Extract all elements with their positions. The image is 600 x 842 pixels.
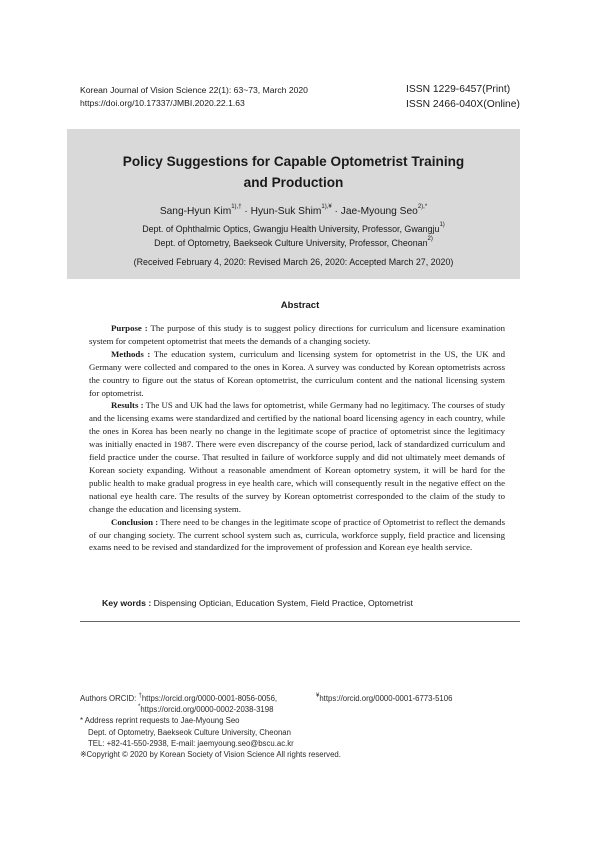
author-separator: · [241, 206, 251, 217]
received-dates: (Received February 4, 2020: Revised March 26, 2020: Accepted March 27, 2020) [133, 257, 454, 267]
affiliation-superscript: 2) [427, 236, 433, 242]
section-text: The purpose of this study is to suggest policy directions for curriculum and licensure examination system for competent optometrist that meets the demands of a changing society. [89, 323, 505, 346]
orcid-mark: * [138, 704, 141, 711]
affiliation-1 [67, 224, 520, 234]
divider [80, 621, 520, 622]
affiliation-text: Dept. of Optometry, Baekseok Culture University, Professor, Cheonan [154, 238, 428, 248]
abstract-purpose [89, 322, 505, 348]
affiliation-superscript: 1) [439, 222, 445, 228]
section-label: Conclusion : [111, 516, 159, 527]
correspondence-address: Dept. of Optometry, Baekseok Culture University, Cheonan [88, 727, 291, 737]
journal-citation: Korean Journal of Vision Science 22(1): 63~73, March 2020 [80, 85, 308, 95]
affiliation-text: Dept. of Ophthalmic Optics, Gwangju Health University, Professor, Gwangju [142, 224, 440, 234]
section-label: Results : [111, 400, 144, 411]
abstract-heading: Abstract [280, 300, 320, 311]
section-label: Methods : [111, 348, 151, 359]
abstract-body [89, 322, 505, 554]
author-name: Jae-Myoung Seo [340, 206, 418, 217]
journal-header [80, 84, 308, 110]
orcid-label: Authors ORCID: [80, 694, 139, 703]
keywords-text: Dispensing Optician, Education System, Field Practice, Optometrist [151, 598, 413, 608]
author-superscript: 1),¥ [321, 204, 332, 210]
orcid-link[interactable]: https://orcid.org/0000-0001-8056-0056, [141, 694, 278, 703]
title-line-1: Policy Suggestions for Capable Optometrist Training [122, 154, 465, 169]
orcid-second [316, 693, 452, 704]
correspondence-line: * Address reprint requests to Jae-Myoung Seo [80, 716, 240, 726]
section-text: The US and UK had the laws for optometrist, while Germany had no legitimacy. The courses of study and the licensing exams were standardized and certified by the national board licensing agency in each country, while the ones in Korea has been nearly no change in the legitimate scope of practice of optometrist since the legitimacy was initially enacted in 1987. There were even discrepancy of the course period, lack of standardized curriculum and field practice under the course. That resulted in failure of workforce supply and did not ultimately meet demands of Korean society expanding. Without a reasonable amendment of Korean optometry system, it will be hard for the public health to make gradual progress in eye health care, which will consequently result in the negative effect on the national eye health care. The results of the survey by Korean optometrist corresponded to the claim of the study to change the education and licensing system. [89, 400, 505, 514]
author-separator: · [331, 206, 341, 217]
doi-link[interactable]: https://doi.org/10.17337/JMBI.2020.22.1.63 [80, 98, 245, 108]
orcid-mark: † [138, 693, 142, 699]
section-label: Purpose : [111, 323, 148, 333]
orcid-link[interactable]: https://orcid.org/0000-0002-2038-3198 [140, 705, 274, 715]
issn-online: ISSN 2466-040X(Online) [406, 99, 520, 110]
abstract-conclusion [89, 516, 505, 555]
orcid-mark: ¥ [316, 693, 320, 699]
section-text: There need to be changes in the legitimate scope of practice of Optometrist to reflect the demands of our changing society. The current school system such as, curricula, workforce supply, field practice and licensing exams need to be revised and standardized for the improvement of profession and Korean eye health service. [89, 516, 506, 553]
abstract-methods [89, 348, 505, 400]
author-superscript: 1),† [231, 204, 242, 210]
issn-print: ISSN 1229-6457(Print) [406, 84, 511, 95]
affiliation-2 [67, 238, 520, 248]
paper-title [67, 151, 520, 193]
orcid-line [80, 693, 520, 704]
keywords-label: Key words : [102, 598, 152, 608]
keywords [102, 598, 413, 608]
abstract-results [89, 399, 505, 515]
author-list [67, 206, 520, 217]
orcid-line-2 [80, 704, 520, 715]
title-line-2: and Production [243, 175, 344, 190]
author-superscript: 2),* [417, 204, 428, 210]
author-name: Hyun-Suk Shim [250, 206, 322, 217]
copyright-notice: ※Copyright © 2020 by Korean Society of Vision Science All rights reserved. [80, 750, 341, 760]
section-text: The education system, curriculum and licensing system for optometrist in the US, the UK and Germany were collected and compared to the ones in Korea. A survey was conducted by Korean optometrists across the country to figure out the status of Korean optometrist, the curriculum content and the national licensing system for optometrist. [89, 348, 505, 398]
footnotes [80, 693, 520, 760]
correspondence-contact: TEL: +82-41-550-2938, E-mail: jaemyoung.seo@bscu.ac.kr [88, 738, 294, 748]
author-name: Sang-Hyun Kim [159, 206, 232, 217]
orcid-link[interactable]: https://orcid.org/0000-0001-6773-5106 [319, 694, 453, 703]
issn-block [406, 82, 520, 112]
